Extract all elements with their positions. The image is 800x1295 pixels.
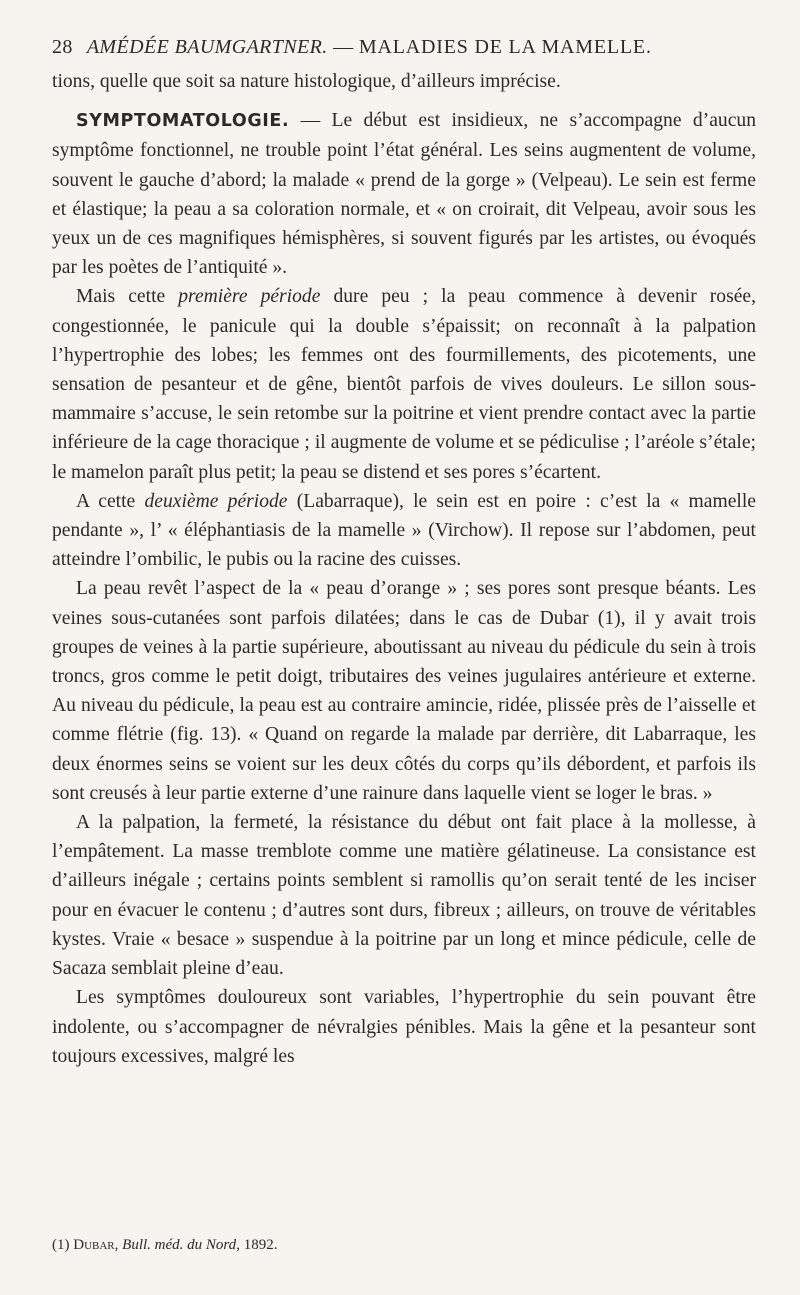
term-second-period: deuxième période [144,490,288,512]
header-author: AMÉDÉE BAUMGARTNER. [86,36,328,58]
section-heading: SYMPTOMATOLOGIE. [76,111,290,132]
page-number: 28 [52,36,73,58]
body-text [52,67,756,1071]
header-title: MALADIES DE LA MAMELLE. [358,36,652,58]
paragraph-continuation: tions, quelle que soit sa nature histologique, d’ailleurs imprécise. [52,71,561,92]
paragraph-first-period: Mais cette première période dure peu ; la peau commence à devenir rosée, congestionnée, le panicule qui la double s’épaissit; on reconnaît à la palpation l’hypertrophie des lobes; les femmes ont des fourmillements, des picotements, une sensation de pesanteur et de gêne, bientôt parfois de vives douleurs. Le sillon sous-mammaire s’accuse, le sein retombe sur la poitrine et vient prendre contact avec la partie inférieure de la cage thoracique ; il augmente de volume et se pédiculise ; l’aréole s’étale; le mamelon paraît plus petit; la peau se distend et ses pores s’écartent. [52,286,756,483]
term-first-period: première période [178,286,321,308]
footnote-author: Dubar [73,1237,115,1253]
running-head [52,36,756,59]
paragraph-pain: Les symptômes douloureux sont variables, l’hypertrophie du sein pouvant être indolente, ou s’accompagner de névralgies pénibles. Mais la gêne et la pesanteur sont toujours excessives, malgré les [52,987,756,1067]
header-separator: — [333,36,354,58]
paragraph-palpation: A la palpation, la fermeté, la résistance du début ont fait place à la mollesse, à l’empâtement. La masse tremblote comme une matière gélatineuse. La consistance est d’ailleurs inégale ; certains points semblent si ramollis qu’on serait tenté de les inciser pour en évacuer le contenu ; d’autres sont durs, fibreux ; ailleurs, on trouve de véritables kystes. Vraie « besace » suspendue à la poitrine par un long et mince pédicule, celle de Sacaza semblait pleine d’eau. [52,812,756,980]
footnote-journal: Bull. méd. du Nord [122,1237,237,1253]
paragraph-skin: La peau revêt l’aspect de la « peau d’orange » ; ses pores sont presque béants. Les veines sous-cutanées sont parfois dilatées; dans le cas de Dubar (1), il y avait trois groupes de veines à la partie supérieure, aboutissant au niveau du pédicule du sein à trois troncs, gros comme le petit doigt, tributaires des veines jugulaires antérieure et externe. Au niveau du pédicule, la peau est au contraire amincie, ridée, plissée près de l’aisselle et comme flétrie (fig. 13). « Quand on regarde la malade par derrière, dit Labarraque, les deux énormes seins se voient sur les deux côtés du corps qu’ils débordent, et parfois ils sont creusés à leur partie externe d’une rainure dans laquelle vient se loger le bras. » [52,578,756,804]
paragraph-symptomatologie: SYMPTOMATOLOGIE. — Le début est insidieux, ne s’accompagne d’aucun symptôme fonctionnel, ne trouble point l’état général. Les seins augmentent de volume, souvent le gauche d’abord; la malade « prend de la gorge » (Velpeau). Le sein est ferme et élastique; la peau a sa coloration normale, et « on croirait, dit Velpeau, avoir sous les yeux un de ces magnifiques hémisphères, si souvent figurés par les artistes, ou évoqués par les poètes de l’antiquité ». [52,110,756,279]
paragraph-second-period: A cette deuxième période (Labarraque), le sein est en poire : c’est la « mamelle pendante », l’ « éléphantiasis de la mamelle » (Virchow). Il repose sur l’abdomen, peut atteindre l’ombilic, le pubis ou la racine des cuisses. [52,490,757,571]
footnote: (1) Dubar, Bull. méd. du Nord, 1892. [52,1237,278,1253]
